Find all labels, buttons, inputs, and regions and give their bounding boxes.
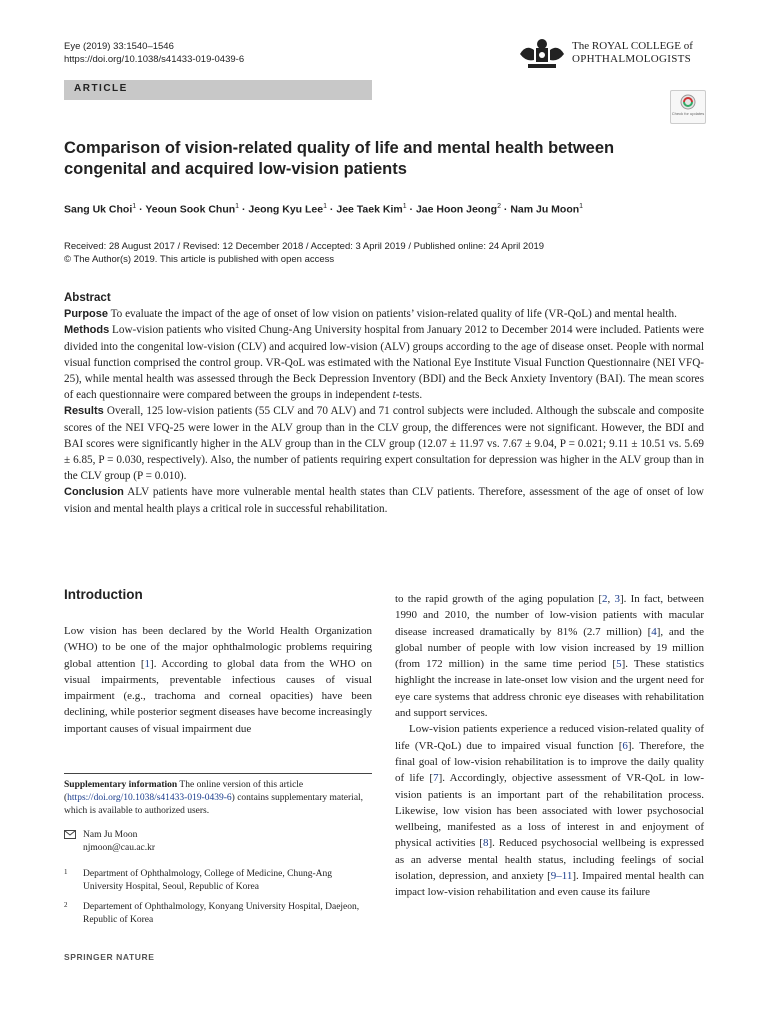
methods-text: Low-vision patients who visited Chung-Ang University hospital from January 2012 to December 2014 were included. Patients were divided into the congenital low-vision (CLV) and acquired low-vision (ALV) groups according to the age of disease onset. People with normal visual function comprised the control group. VR-QoL was estimated with the National Eye Institute Visual Function Questionnaire (NEI VFQ-25), while mental health was assessed through the Beck Depression Inventory (BDI) and the Beck Anxiety Inventory (BAI). The mean scores of each questionnaire were compared between the groups in independent (64, 324, 705, 402)
citation-link[interactable]: 6 (622, 739, 628, 752)
abstract-conclusion (64, 484, 704, 516)
supplementary-link[interactable]: https://doi.org/10.1038/s41433-019-0439-6 (67, 793, 232, 803)
body-text: Low-vision patients experience a reduced vision-related quality of life (VR-QoL) due to impaired visual function [ (395, 723, 704, 752)
envelope-icon (64, 830, 76, 839)
methods-italic: t (392, 389, 396, 402)
citation-link[interactable]: 4 (651, 625, 657, 638)
intro-paragraph (395, 721, 704, 900)
citation-link[interactable]: 3 (614, 593, 620, 605)
citation-link[interactable]: 2 (602, 593, 608, 605)
author-name[interactable]: Jee Taek Kim (336, 203, 403, 216)
journal-citation: Eye (2019) 33:1540–1546 (64, 41, 174, 52)
body-text: ]. According to global data from the WHO on visual impairments, preventable infectious causes of visual impairment (e.g., trachoma and corneal opacities) have been declining, while posterior segment diseases have become increasingly important causes of visual impairment due (64, 657, 373, 735)
supplementary-text-end: ) contains supplementary material, which is available to authorized users. (64, 793, 364, 816)
section-heading-introduction: Introduction (64, 587, 143, 602)
purpose-label: Purpose (64, 308, 109, 321)
crossmark-icon (680, 94, 696, 110)
logo-text-line2: OPHTHALMOLOGISTS (572, 53, 692, 65)
copyright-notice: © The Author(s) 2019. This article is published with open access (64, 254, 335, 265)
conclusion-label: Conclusion (64, 486, 124, 499)
check-for-updates-badge[interactable] (670, 90, 706, 124)
article-type-bar (64, 80, 372, 100)
abstract-heading: Abstract (64, 292, 111, 304)
author-affiliation: 1 (132, 203, 137, 210)
abstract (64, 290, 704, 517)
logo-text-line1: The ROYAL COLLEGE of (572, 40, 693, 52)
conclusion-text: ALV patients have more vulnerable mental health states than CLV patients. Therefore, assessment of the age of onset of low vision and mental health plays a critical role in successful rehabilitation. (64, 486, 704, 515)
results-label: Results (64, 405, 104, 418)
publisher-logo: SPRINGER NATURE (64, 952, 155, 962)
doi-link[interactable]: https://doi.org/10.1038/s41433-019-0439-6 (64, 54, 245, 65)
author-affiliation: 2 (497, 203, 501, 210)
body-text: ]. In fact, between 1990 and 2010, the number of low-vision patients with macular disease increased dramatically by 81% (2.7 million) [ (395, 593, 705, 638)
author-name[interactable]: Yeoun Sook Chun (145, 203, 236, 216)
body-text: Low vision has been declared by the World Health Organization (WHO) to be one of the major ophthalmologic problems requiring global attention [ (64, 625, 372, 670)
citation-link[interactable]: 9–11 (550, 870, 573, 883)
abstract-purpose (64, 306, 704, 322)
body-text: ]. Accordingly, objective assessment of VR-QoL in low-vision patients is an important part of the rehabilitation process. Likewise, low vision has been associated with lower psychosocial wellbeing, manifested as a loss of interest in and enjoyment of physical activities [ (395, 772, 705, 850)
supplementary-info (64, 779, 372, 818)
intro-paragraph (64, 623, 372, 737)
affiliation-number: 1 (64, 868, 68, 876)
intro-column-left (64, 623, 372, 737)
author-affiliation: 1 (402, 203, 407, 210)
body-text: ]. Therefore, the final goal of low-vision rehabilitation is to improve the daily quality of life [ (395, 739, 704, 785)
results-text: Overall, 125 low-vision patients (55 CLV and 70 ALV) and 71 control subjects were included. Although the subscale and composite scores of the NEI VFQ-25 were lower in the ALV group than in the CLV group, the differences were not significant. However, the BDI and BAI scores were significantly higher in the ALV group than in the CLV group (12.07 ± 11.97 vs. 7.67 ± 9.04, P = 0.021; 9.11 ± 10.51 vs. 5.69 ± 6.85, P = 0.030, respectively). Also, the number of patients requiring expert consultation for depression was higher in the ALV group than in the CLV group (P = 0.010). (64, 405, 705, 483)
author-list: Sang Uk Choi$^1$ · Yeoun Sook Chun$^1$ · Jeong Kyu Lee$^1$ · Jee Taek Kim$^1$ · Jae Hoon Jeong$^2$ · Nam Ju Moon$^1$ (64, 203, 584, 216)
intro-paragraph: to the rapid growth of the aging population [2, 3]. In fact, between 1990 and 2010, the number of low-vision patients with macular disease increased dramatically by 81% (2.7 million) [4], and the global number of people with low vision increased by 19 million (from 172 million) in the same time period [5]. These statistics highlight the increase in late-onset low vision and the urgent need for eye care systems that address chronic eye diseases with rehabilitation and support services. (395, 593, 705, 720)
citation-link[interactable]: 8 (482, 837, 489, 850)
publication-dates (64, 240, 544, 266)
affiliation-number: 2 (64, 901, 68, 909)
supplementary-label: Supplementary information (64, 780, 178, 790)
journal-reference (64, 40, 244, 66)
royal-college-logo (516, 36, 706, 72)
article-title: Comparison of vision-related quality of life and mental health between congenital and acquired low-vision patients (64, 139, 615, 178)
crest-icon (516, 36, 568, 72)
methods-text-end: -tests. (395, 389, 423, 402)
corresponding-email[interactable]: njmoon@cau.ac.kr (83, 843, 156, 853)
abstract-methods (64, 322, 704, 403)
crossmark-label: Check for updates (671, 111, 705, 116)
affiliation-text: Departement of Ophthalmology, Konyang University Hospital, Daejeon, Republic of Korea (83, 902, 360, 925)
author-name[interactable]: Jae Hoon Jeong (415, 203, 498, 216)
citation-link[interactable]: 7 (433, 772, 439, 785)
methods-label: Methods (64, 324, 110, 337)
body-text: ]. Impaired mental health can impact low-vision rehabilitation and even cause its failure (395, 870, 704, 899)
body-text: to the rapid growth of the aging population [ (395, 593, 603, 605)
body-text: ]. These statistics highlight the increase in late-onset low vision and the urgent need for eye care systems that address chronic eye diseases with rehabilitation and support services. (395, 658, 704, 720)
intro-column-right (395, 591, 704, 901)
author-affiliation: 1 (579, 203, 584, 210)
author-affiliation: 1 (235, 203, 240, 210)
affiliation-text: Department of Ophthalmology, College of Medicine, Chung-Ang University Hospital, Seoul, Republic of Korea (83, 869, 332, 892)
author-name[interactable]: Nam Ju Moon (510, 203, 580, 216)
author-name[interactable]: Jeong Kyu Lee (248, 203, 324, 216)
footnote-divider (64, 773, 372, 774)
body-text: ]. Reduced psychosocial wellbeing is expressed as an adverse mental health status, including feelings of social isolation, depression, and anxiety [ (395, 837, 704, 883)
supplementary-text: The online version of this article ( (64, 780, 304, 803)
article-type-label: ARTICLE (74, 83, 128, 94)
abstract-results (64, 403, 704, 484)
author-name[interactable]: Sang Uk Choi (64, 203, 133, 216)
citation-link[interactable]: 1 (144, 657, 151, 670)
citation-link[interactable]: 5 (616, 658, 622, 671)
author-affiliation: 1 (323, 203, 328, 210)
body-text: ], and the global number of people with low vision increased by 19 million (from 172 million) in the same time period [ (395, 625, 704, 671)
purpose-text: To evaluate the impact of the age of onset of low vision on patients’ vision-related quality of life (VR-QoL) and mental health. (110, 308, 677, 321)
corresponding-name: Nam Ju Moon (83, 830, 138, 840)
history-dates: Received: 28 August 2017 / Revised: 12 December 2018 / Accepted: 3 April 2019 / Published online: 24 April 2019 (64, 241, 545, 252)
